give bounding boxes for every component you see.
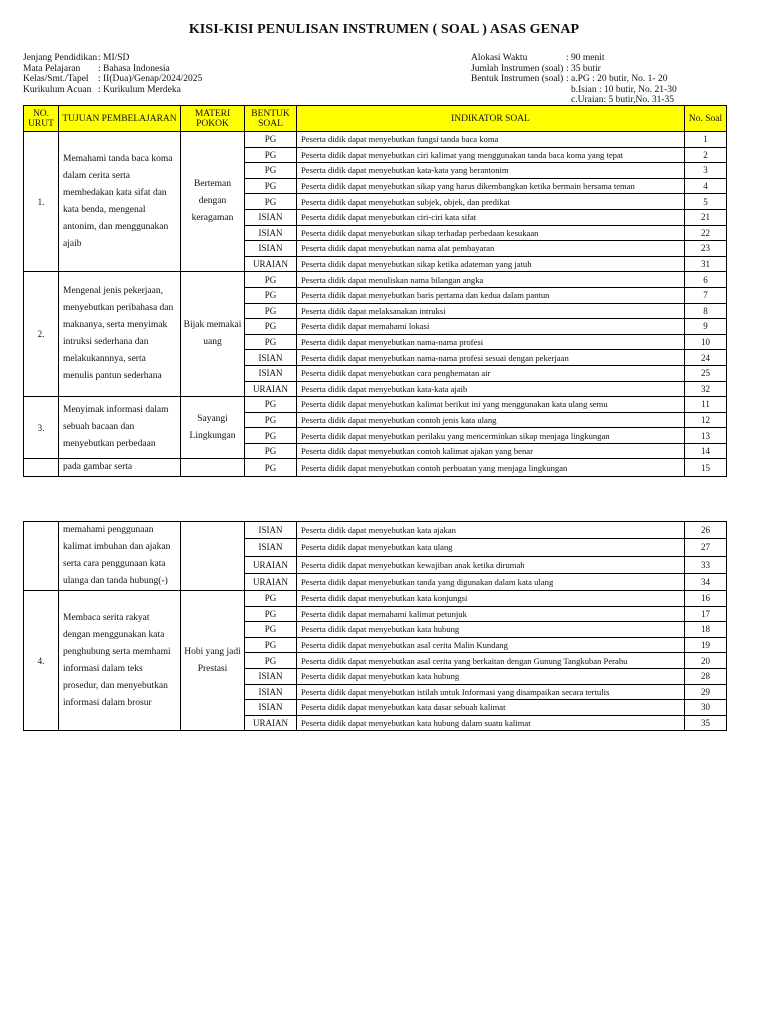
info-right-label: Jumlah Instrumen (soal): [471, 63, 564, 74]
indikator-soal: Peserta didik dapat menyebutkan kata ajakan: [297, 522, 685, 539]
indikator-soal: Peserta didik dapat menyebutkan subjek, objek, dan predikat: [297, 194, 685, 210]
page-title: KISI-KISI PENULISAN INSTRUMEN ( SOAL ) ASAS GENAP: [188, 22, 580, 37]
bentuk-soal: PG: [245, 132, 297, 148]
bentuk-soal: ISIAN: [245, 225, 297, 241]
info-right-value: : 90 menit: [566, 53, 605, 63]
bentuk-soal: PG: [245, 637, 297, 653]
bentuk-soal: PG: [245, 287, 297, 303]
indikator-soal: Peserta didik dapat menyebutkan contoh kalimat ajakan yang benar: [297, 443, 685, 459]
nomor-soal: 15: [685, 459, 727, 477]
info-left-value: : Bahasa Indonesia: [98, 63, 170, 74]
nomor-soal: 18: [685, 622, 727, 638]
bentuk-soal: URAIAN: [245, 556, 297, 573]
bentuk-soal: URAIAN: [245, 573, 297, 590]
nomor-soal: 6: [685, 272, 727, 288]
indikator-soal: Peserta didik dapat menyebutkan nama alat pembayaran: [297, 241, 685, 257]
nomor-soal: 29: [685, 684, 727, 700]
nomor-soal: 19: [685, 637, 727, 653]
indikator-soal: Peserta didik dapat menyebutkan kata-kata yang berantonim: [297, 163, 685, 179]
bentuk-soal: URAIAN: [245, 256, 297, 272]
indikator-soal: Peserta didik dapat menyebutkan kewajiban anak ketika dirumah: [297, 556, 685, 573]
bentuk-soal: ISIAN: [245, 522, 297, 539]
table-row: [24, 397, 727, 413]
info-right-extra: b.Isian : 10 butir, No. 21-30: [571, 84, 677, 95]
bentuk-soal: ISIAN: [245, 209, 297, 225]
nomor-soal: 24: [685, 350, 727, 366]
info-right-value: : 35 butir: [566, 63, 601, 74]
indikator-soal: Peserta didik dapat menyebutkan perilaku yang mencerminkan sikap menjaga lingkungan: [297, 428, 685, 444]
row-number: 1.: [24, 132, 59, 272]
nomor-soal: 33: [685, 556, 727, 573]
nomor-soal: 16: [685, 591, 727, 607]
indikator-soal: Peserta didik dapat menyebutkan ciri-ciri kata sifat: [297, 209, 685, 225]
indikator-soal: Peserta didik dapat menyebutkan sikap yang harus dikembangkan ketika bermain bersama teman: [297, 178, 685, 194]
table-row: [24, 132, 727, 148]
indikator-soal: Peserta didik dapat menyebutkan kata dasar sebuah kalimat: [297, 700, 685, 716]
nomor-soal: 17: [685, 606, 727, 622]
nomor-soal: 10: [685, 334, 727, 350]
indikator-soal: Peserta didik dapat menyebutkan kata hubung: [297, 622, 685, 638]
header-no-soal: No. Soal: [685, 106, 727, 132]
bentuk-soal: PG: [245, 147, 297, 163]
document-info-right: [471, 53, 677, 106]
row-number: 4.: [24, 591, 59, 731]
row-number: [24, 459, 59, 477]
nomor-soal: 7: [685, 287, 727, 303]
header-indikator: INDIKATOR SOAL: [297, 106, 685, 132]
bentuk-soal: PG: [245, 272, 297, 288]
indikator-soal: Peserta didik dapat memahami kalimat petunjuk: [297, 606, 685, 622]
tujuan-pembelajaran: Membaca serita rakyat dengan menggunakan kata penghubung serta memhami informasi dalam teks prosedur, dan menyebutkan informasi dalam brosur: [59, 591, 181, 731]
bentuk-soal: PG: [245, 319, 297, 335]
bentuk-soal: ISIAN: [245, 365, 297, 381]
bentuk-soal: PG: [245, 591, 297, 607]
info-right-row: [471, 64, 677, 75]
info-left-label: Mata Pelajaran: [23, 63, 81, 74]
info-left-label: Jenjang Pendidikan: [23, 53, 98, 63]
indikator-soal: Peserta didik dapat menyebutkan asal cerita yang berkaitan dengan Gunung Tangkuban Perahu: [297, 653, 685, 669]
nomor-soal: 12: [685, 412, 727, 428]
bentuk-soal: URAIAN: [245, 715, 297, 731]
bentuk-soal: PG: [245, 606, 297, 622]
info-right-label: Bentuk Instrumen (soal): [471, 74, 564, 85]
indikator-soal: Peserta didik dapat menyebutkan asal cerita Malin Kundang: [297, 637, 685, 653]
bentuk-soal: PG: [245, 303, 297, 319]
indikator-soal: Peserta didik dapat menyebutkan istilah untuk Informasi yang disampaikan secara tertulis: [297, 684, 685, 700]
info-right-value: : a.PG : 20 butir, No. 1- 20: [566, 74, 668, 85]
table-row: [24, 522, 727, 539]
info-right-extra: c.Uraian: 5 butir,No. 31-35: [571, 95, 675, 106]
indikator-soal: Peserta didik dapat menyebutkan cara penghematan air: [297, 365, 685, 381]
row-number: [24, 522, 59, 591]
nomor-soal: 22: [685, 225, 727, 241]
row-number: 2.: [24, 272, 59, 397]
nomor-soal: 14: [685, 443, 727, 459]
bentuk-soal: PG: [245, 397, 297, 413]
bentuk-soal: PG: [245, 412, 297, 428]
info-left-label: Kelas/Smt./Tapel: [23, 74, 89, 85]
table-row: [24, 459, 727, 477]
materi-pokok: Sayangi Lingkungan: [181, 397, 245, 459]
nomor-soal: 31: [685, 256, 727, 272]
bentuk-soal: ISIAN: [245, 684, 297, 700]
info-right-row: [471, 74, 677, 85]
tujuan-pembelajaran: Memahami tanda baca koma dalam cerita serta membedakan kata sifat dan kata benda, mengenal antonim, dan menggunakan ajaib: [59, 132, 181, 272]
nomor-soal: 34: [685, 573, 727, 590]
indikator-soal: Peserta didik dapat melaksanakan intruksi: [297, 303, 685, 319]
nomor-soal: 1: [685, 132, 727, 148]
nomor-soal: 26: [685, 522, 727, 539]
table-row: [24, 272, 727, 288]
nomor-soal: 35: [685, 715, 727, 731]
row-number: 3.: [24, 397, 59, 459]
indikator-soal: Peserta didik dapat menyebutkan contoh jenis kata ulang: [297, 412, 685, 428]
nomor-soal: 25: [685, 365, 727, 381]
indikator-soal: Peserta didik dapat menyebutkan contoh perbuatan yang menjaga lingkungan: [297, 459, 685, 477]
nomor-soal: 5: [685, 194, 727, 210]
indikator-soal: Peserta didik dapat menyebutkan kata hubung dalam suatu kalimat: [297, 715, 685, 731]
info-left-value: : MI/SD: [98, 53, 130, 63]
nomor-soal: 32: [685, 381, 727, 397]
nomor-soal: 2: [685, 147, 727, 163]
info-right-label: Alokasi Waktu: [471, 53, 528, 63]
nomor-soal: 8: [685, 303, 727, 319]
indikator-soal: Peserta didik dapat menyebutkan tanda yang digunakan dalam kata ulang: [297, 573, 685, 590]
materi-pokok: Hobi yang jadi Prestasi: [181, 591, 245, 731]
info-left-row: [23, 53, 202, 64]
tujuan-pembelajaran: memahami penggunaan kalimat imbuhan dan ajakan serta cara penggunaan kata ulanga dan tanda hubung(-): [59, 522, 181, 591]
nomor-soal: 28: [685, 668, 727, 684]
bentuk-soal: ISIAN: [245, 350, 297, 366]
indikator-soal: Peserta didik dapat menyebutkan kata-kata ajaib: [297, 381, 685, 397]
bentuk-soal: PG: [245, 163, 297, 179]
materi-pokok: Bijak memakai uang: [181, 272, 245, 397]
nomor-soal: 30: [685, 700, 727, 716]
table-row: [24, 591, 727, 607]
materi-pokok: Berteman dengan keragaman: [181, 132, 245, 272]
tujuan-pembelajaran: pada gambar serta: [59, 459, 181, 477]
materi-pokok: [181, 522, 245, 591]
indikator-soal: Peserta didik dapat menyebutkan kata hubung: [297, 668, 685, 684]
info-left-row: [23, 64, 202, 75]
bentuk-soal: URAIAN: [245, 381, 297, 397]
info-right-row: [471, 53, 677, 64]
header-tujuan: TUJUAN PEMBELAJARAN: [59, 106, 181, 132]
bentuk-soal: ISIAN: [245, 668, 297, 684]
info-left-label: Kurikulum Acuan: [23, 84, 92, 95]
indikator-soal: Peserta didik dapat menyebutkan kata ulang: [297, 539, 685, 556]
bentuk-soal: PG: [245, 622, 297, 638]
header-bentuk: BENTUK SOAL: [245, 106, 297, 132]
bentuk-soal: ISIAN: [245, 700, 297, 716]
nomor-soal: 9: [685, 319, 727, 335]
info-left-row: [23, 74, 202, 85]
bentuk-soal: ISIAN: [245, 241, 297, 257]
indikator-soal: Peserta didik dapat menyebutkan sikap terhadap perbedaan kesukaan: [297, 225, 685, 241]
nomor-soal: 21: [685, 209, 727, 225]
tujuan-pembelajaran: Mengenal jenis pekerjaan, menyebutkan peribahasa dan maknanya, serta menyimak intruksi sederhana dan melakukannnya, serta menulis pantun sederhana: [59, 272, 181, 397]
nomor-soal: 4: [685, 178, 727, 194]
bentuk-soal: PG: [245, 459, 297, 477]
indikator-soal: Peserta didik dapat menyebutkan fungsi tanda baca koma: [297, 132, 685, 148]
bentuk-soal: ISIAN: [245, 539, 297, 556]
nomor-soal: 20: [685, 653, 727, 669]
bentuk-soal: PG: [245, 178, 297, 194]
nomor-soal: 11: [685, 397, 727, 413]
tujuan-pembelajaran: Menyimak informasi dalam sebuah bacaan dan menyebutkan perbedaan: [59, 397, 181, 459]
nomor-soal: 13: [685, 428, 727, 444]
header-materi: MATERI POKOK: [181, 106, 245, 132]
nomor-soal: 27: [685, 539, 727, 556]
indikator-soal: Peserta didik dapat menuliskan nama bilangan angka: [297, 272, 685, 288]
indikator-soal: Peserta didik dapat memahami lokasi: [297, 319, 685, 335]
document-info-left: [23, 53, 202, 95]
indikator-soal: Peserta didik dapat menyebutkan baris pertama dan kedua dalam pantun: [297, 287, 685, 303]
header-no-urut: NO. URUT: [24, 106, 59, 132]
kisi-kisi-table-page-1: [23, 105, 727, 477]
indikator-soal: Peserta didik dapat menyebutkan kalimat berikut ini yang menggunakan kata ulang semu: [297, 397, 685, 413]
indikator-soal: Peserta didik dapat menyebutkan nama-nama profesi: [297, 334, 685, 350]
indikator-soal: Peserta didik dapat menyebutkan nama-nama profesi sesuai dengan pekerjaan: [297, 350, 685, 366]
bentuk-soal: PG: [245, 653, 297, 669]
materi-pokok: [181, 459, 245, 477]
indikator-soal: Peserta didik dapat menyebutkan kata konjungsi: [297, 591, 685, 607]
bentuk-soal: PG: [245, 194, 297, 210]
nomor-soal: 23: [685, 241, 727, 257]
nomor-soal: 3: [685, 163, 727, 179]
bentuk-soal: PG: [245, 443, 297, 459]
info-left-value: : Kurikulum Merdeka: [98, 84, 181, 95]
info-left-value: : II(Dua)/Genap/2024/2025: [98, 74, 203, 85]
bentuk-soal: PG: [245, 334, 297, 350]
info-left-row: [23, 85, 202, 96]
indikator-soal: Peserta didik dapat menyebutkan ciri kalimat yang menggunakan tanda baca koma yang tepat: [297, 147, 685, 163]
kisi-kisi-table-page-2: [23, 521, 727, 731]
indikator-soal: Peserta didik dapat menyebutkan sikap ketika adateman yang jatuh: [297, 256, 685, 272]
bentuk-soal: PG: [245, 428, 297, 444]
